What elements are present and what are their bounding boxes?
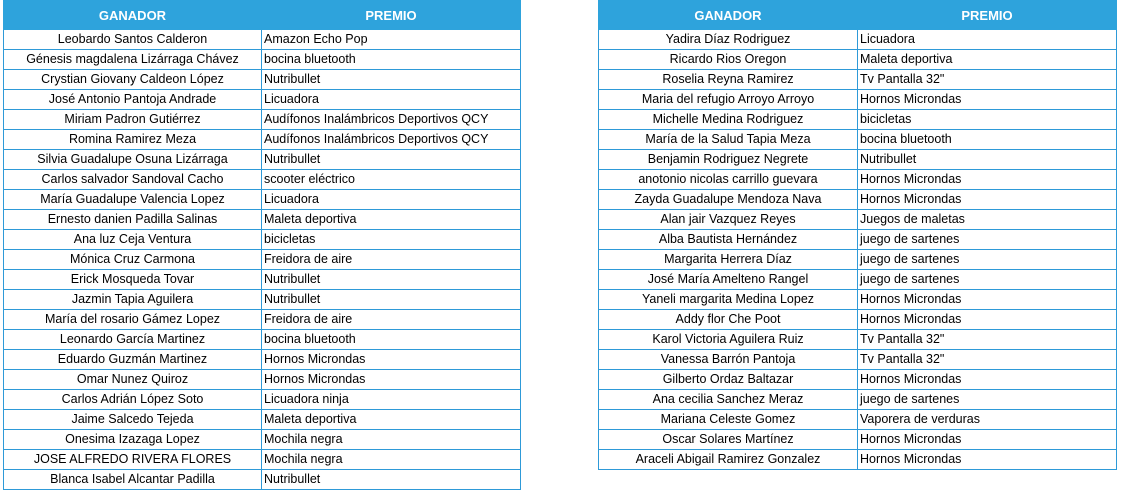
winner-cell: Maria del refugio Arroyo Arroyo bbox=[599, 90, 858, 110]
table-row bbox=[599, 250, 1117, 270]
winners-table-right bbox=[598, 0, 1117, 470]
prize-cell: Nutribullet bbox=[262, 470, 521, 490]
winner-cell: Addy flor Che Poot bbox=[599, 310, 858, 330]
winner-cell: JOSE ALFREDO RIVERA FLORES bbox=[4, 450, 262, 470]
table-row bbox=[599, 370, 1117, 390]
table-row bbox=[4, 250, 521, 270]
winner-cell: anotonio nicolas carrillo guevara bbox=[599, 170, 858, 190]
table-row bbox=[599, 210, 1117, 230]
winner-cell: Omar Nunez Quiroz bbox=[4, 370, 262, 390]
table-row bbox=[4, 470, 521, 490]
prize-cell: Hornos Microndas bbox=[858, 170, 1117, 190]
prize-cell: bocina bluetooth bbox=[858, 130, 1117, 150]
table-row bbox=[4, 410, 521, 430]
winner-cell: Zayda Guadalupe Mendoza Nava bbox=[599, 190, 858, 210]
prize-cell: Tv Pantalla 32" bbox=[858, 350, 1117, 370]
prize-cell: Hornos Microndas bbox=[262, 350, 521, 370]
prize-cell: Hornos Microndas bbox=[858, 430, 1117, 450]
table-row bbox=[4, 190, 521, 210]
prize-cell: Maleta deportiva bbox=[858, 50, 1117, 70]
table-row bbox=[599, 450, 1117, 470]
table-row bbox=[4, 350, 521, 370]
winner-cell: Carlos Adrián López Soto bbox=[4, 390, 262, 410]
table-body bbox=[599, 30, 1117, 470]
table-row bbox=[4, 30, 521, 50]
winner-cell: Margarita Herrera Díaz bbox=[599, 250, 858, 270]
prize-cell: Amazon Echo Pop bbox=[262, 30, 521, 50]
winner-cell: Romina Ramirez Meza bbox=[4, 130, 262, 150]
prize-cell: bicicletas bbox=[858, 110, 1117, 130]
winner-cell: Alba Bautista Hernández bbox=[599, 230, 858, 250]
winner-cell: Michelle Medina Rodriguez bbox=[599, 110, 858, 130]
prize-cell: Audífonos Inalámbricos Deportivos QCY bbox=[262, 110, 521, 130]
table-row bbox=[4, 430, 521, 450]
prize-cell: Hornos Microndas bbox=[858, 290, 1117, 310]
prize-cell: juego de sartenes bbox=[858, 230, 1117, 250]
prize-cell: Licuadora bbox=[262, 190, 521, 210]
header-row bbox=[599, 1, 1117, 30]
column-header-prize: PREMIO bbox=[262, 1, 521, 30]
table-row bbox=[4, 270, 521, 290]
prize-cell: Hornos Microndas bbox=[858, 310, 1117, 330]
table-row bbox=[599, 290, 1117, 310]
table-row bbox=[4, 150, 521, 170]
winner-cell: Blanca Isabel Alcantar Padilla bbox=[4, 470, 262, 490]
winner-cell: Oscar Solares Martínez bbox=[599, 430, 858, 450]
winner-cell: Ana luz Ceja Ventura bbox=[4, 230, 262, 250]
prize-cell: scooter eléctrico bbox=[262, 170, 521, 190]
prize-cell: Tv Pantalla 32" bbox=[858, 330, 1117, 350]
table-row bbox=[599, 270, 1117, 290]
table-row bbox=[4, 110, 521, 130]
table-row bbox=[599, 310, 1117, 330]
winner-cell: Mónica Cruz Carmona bbox=[4, 250, 262, 270]
winner-cell: Yaneli margarita Medina Lopez bbox=[599, 290, 858, 310]
prize-cell: Audífonos Inalámbricos Deportivos QCY bbox=[262, 130, 521, 150]
prize-cell: bocina bluetooth bbox=[262, 330, 521, 350]
winner-cell: Ricardo Rios Oregon bbox=[599, 50, 858, 70]
prize-cell: Maleta deportiva bbox=[262, 410, 521, 430]
table-row bbox=[599, 90, 1117, 110]
table-row bbox=[4, 330, 521, 350]
table-row bbox=[599, 150, 1117, 170]
prize-cell: Mochila negra bbox=[262, 430, 521, 450]
prize-cell: bicicletas bbox=[262, 230, 521, 250]
column-header-winner: GANADOR bbox=[4, 1, 262, 30]
table-row bbox=[4, 170, 521, 190]
prize-cell: Nutribullet bbox=[262, 150, 521, 170]
winner-cell: Silvia Guadalupe Osuna Lizárraga bbox=[4, 150, 262, 170]
winner-cell: José Antonio Pantoja Andrade bbox=[4, 90, 262, 110]
winner-cell: Carlos salvador Sandoval Cacho bbox=[4, 170, 262, 190]
winner-cell: Mariana Celeste Gomez bbox=[599, 410, 858, 430]
prize-cell: bocina bluetooth bbox=[262, 50, 521, 70]
winner-cell: José María Amelteno Rangel bbox=[599, 270, 858, 290]
winner-cell: Roselia Reyna Ramirez bbox=[599, 70, 858, 90]
prize-cell: Tv Pantalla 32" bbox=[858, 70, 1117, 90]
table-row bbox=[4, 370, 521, 390]
table-row bbox=[599, 110, 1117, 130]
prize-cell: Maleta deportiva bbox=[262, 210, 521, 230]
prize-cell: Nutribullet bbox=[262, 70, 521, 90]
prize-cell: Hornos Microndas bbox=[858, 370, 1117, 390]
winner-cell: Araceli Abigail Ramirez Gonzalez bbox=[599, 450, 858, 470]
table-row bbox=[599, 390, 1117, 410]
prize-cell: Hornos Microndas bbox=[262, 370, 521, 390]
winner-cell: Leobardo Santos Calderon bbox=[4, 30, 262, 50]
prize-cell: Hornos Microndas bbox=[858, 190, 1117, 210]
column-header-winner: GANADOR bbox=[599, 1, 858, 30]
winner-cell: Jaime Salcedo Tejeda bbox=[4, 410, 262, 430]
table-row bbox=[4, 130, 521, 150]
table-row bbox=[4, 50, 521, 70]
table-row bbox=[599, 430, 1117, 450]
prize-cell: juego de sartenes bbox=[858, 270, 1117, 290]
table-row bbox=[599, 410, 1117, 430]
prize-cell: Freidora de aire bbox=[262, 310, 521, 330]
table-row bbox=[4, 390, 521, 410]
prize-cell: Nutribullet bbox=[262, 290, 521, 310]
prize-cell: Hornos Microndas bbox=[858, 90, 1117, 110]
prize-cell: Juegos de maletas bbox=[858, 210, 1117, 230]
prize-cell: Licuadora bbox=[858, 30, 1117, 50]
winner-cell: Benjamin Rodriguez Negrete bbox=[599, 150, 858, 170]
table-row bbox=[4, 310, 521, 330]
prize-cell: Licuadora ninja bbox=[262, 390, 521, 410]
winner-cell: Génesis magdalena Lizárraga Chávez bbox=[4, 50, 262, 70]
prize-cell: Nutribullet bbox=[858, 150, 1117, 170]
prize-cell: juego de sartenes bbox=[858, 250, 1117, 270]
winner-cell: María del rosario Gámez Lopez bbox=[4, 310, 262, 330]
table-row bbox=[4, 450, 521, 470]
prize-cell: Freidora de aire bbox=[262, 250, 521, 270]
table-row bbox=[4, 210, 521, 230]
table-row bbox=[4, 230, 521, 250]
prize-cell: Mochila negra bbox=[262, 450, 521, 470]
winner-cell: Karol Victoria Aguilera Ruiz bbox=[599, 330, 858, 350]
winner-cell: Crystian Giovany Caldeon López bbox=[4, 70, 262, 90]
winner-cell: María Guadalupe Valencia Lopez bbox=[4, 190, 262, 210]
table-row bbox=[599, 230, 1117, 250]
winner-cell: Ana cecilia Sanchez Meraz bbox=[599, 390, 858, 410]
table-row bbox=[599, 70, 1117, 90]
table-row bbox=[599, 30, 1117, 50]
winner-cell: Miriam Padron Gutiérrez bbox=[4, 110, 262, 130]
winner-cell: María de la Salud Tapia Meza bbox=[599, 130, 858, 150]
table-row bbox=[599, 130, 1117, 150]
winner-cell: Erick Mosqueda Tovar bbox=[4, 270, 262, 290]
prize-cell: juego de sartenes bbox=[858, 390, 1117, 410]
table-row bbox=[599, 330, 1117, 350]
table-row bbox=[4, 290, 521, 310]
table-row bbox=[4, 90, 521, 110]
winner-cell: Alan jair Vazquez Reyes bbox=[599, 210, 858, 230]
prize-cell: Licuadora bbox=[262, 90, 521, 110]
prize-cell: Nutribullet bbox=[262, 270, 521, 290]
table-body bbox=[4, 30, 521, 490]
winner-cell: Yadira Díaz Rodriguez bbox=[599, 30, 858, 50]
winner-cell: Onesima Izazaga Lopez bbox=[4, 430, 262, 450]
winner-cell: Eduardo Guzmán Martinez bbox=[4, 350, 262, 370]
column-header-prize: PREMIO bbox=[858, 1, 1117, 30]
table-row bbox=[599, 170, 1117, 190]
header-row bbox=[4, 1, 521, 30]
prize-cell: Hornos Microndas bbox=[858, 450, 1117, 470]
winner-cell: Leonardo García Martinez bbox=[4, 330, 262, 350]
winner-cell: Vanessa Barrón Pantoja bbox=[599, 350, 858, 370]
table-row bbox=[599, 190, 1117, 210]
table-row bbox=[599, 50, 1117, 70]
winner-cell: Ernesto danien Padilla Salinas bbox=[4, 210, 262, 230]
prize-cell: Vaporera de verduras bbox=[858, 410, 1117, 430]
winner-cell: Gilberto Ordaz Baltazar bbox=[599, 370, 858, 390]
winners-table-left bbox=[3, 0, 521, 490]
winner-cell: Jazmin Tapia Aguilera bbox=[4, 290, 262, 310]
table-row bbox=[4, 70, 521, 90]
table-row bbox=[599, 350, 1117, 370]
